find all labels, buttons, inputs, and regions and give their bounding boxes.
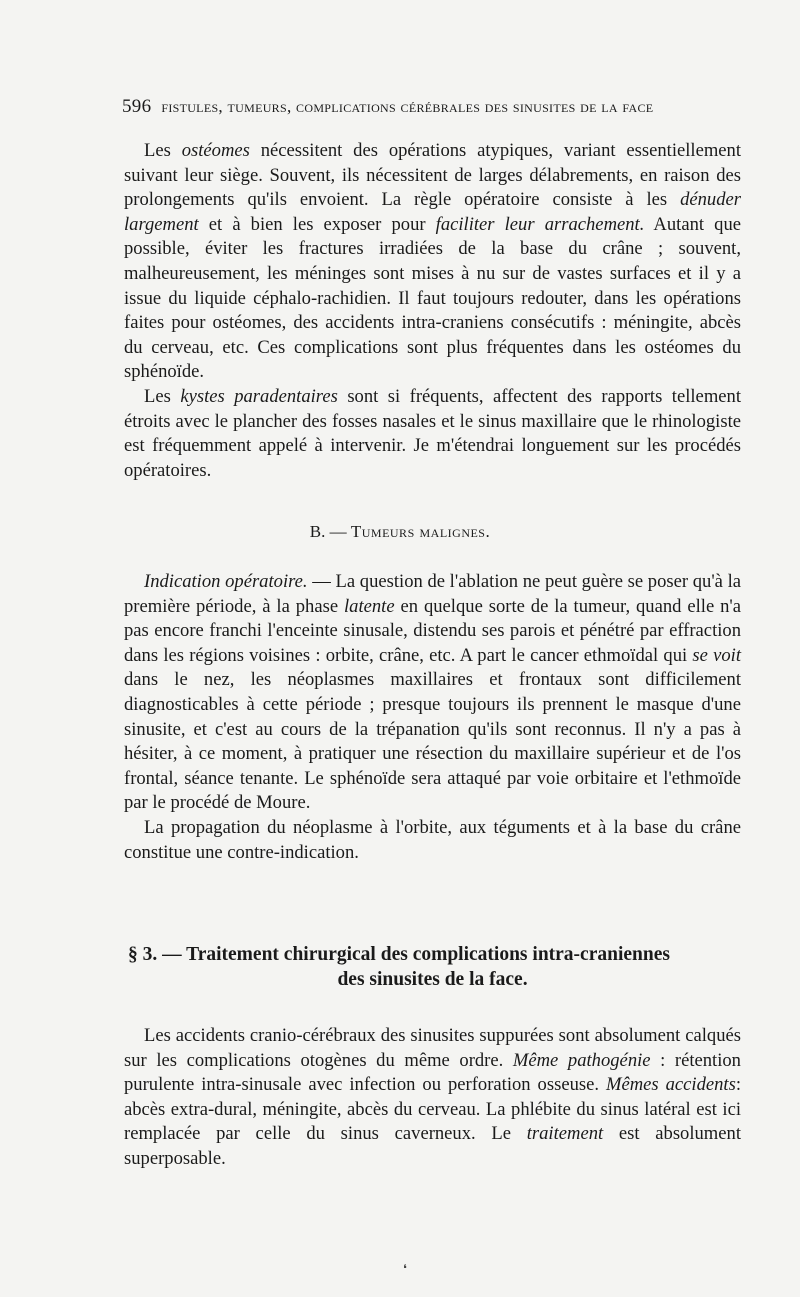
- body-block-3: [124, 1024, 741, 1172]
- ink-mark: ❛: [403, 1262, 407, 1276]
- paragraph-propagation: La propagation du néoplasme à l'orbite, aux téguments et à la base du crâne constitue une contre-indication.: [124, 816, 741, 863]
- paragraph-indication: Indication opératoire. — La question de l'ablation ne peut guère se poser qu'à la première période, à la phase latente en quelque sorte de la tumeur, quand elle n'a pas encore franchi l'enceinte sinusale, distendu ses parois et pénétré par effraction dans les régions voisines : orbite, crâne, etc. A part le cancer ethmoïdal qui se voit dans le nez, les néoplasmes maxillaires et frontaux sont difficilement diagnosticables à cette période ; presque toujours ils prennent le masque d'une sinusite, et c'est au cours de la trépanation qu'ils sont reconnus. Il n'y a pas à hésiter, à ce moment, à pratiquer une résection du maxillaire supérieur et de l'os frontal, séance tenante. Le sphénoïde sera attaqué par voie orbitaire et l'ethmoïde par le procédé de Moure.: [124, 571, 742, 814]
- section-heading-b: B. — Tumeurs malignes.: [309, 522, 491, 541]
- body-block-2: [124, 570, 741, 865]
- running-head: [122, 96, 742, 118]
- paragraph-accidents: Les accidents cranio-cérébraux des sinusites suppurées sont absolument calqués sur les complications otogènes du même ordre. Même pathogénie : rétention purulente intra-sinusale avec infection ou perforation osseuse. Mêmes accidents: abcès extra-dural, méningite, abcès du cerveau. La phlébite du sinus latéral est ici remplacée par celle du sinus caverneux. Le traitement est absolument superposable.: [124, 1025, 742, 1169]
- body-block-1: [124, 139, 741, 483]
- page-number: 596: [122, 96, 152, 117]
- section-heading-3: § 3. — Traitement chirurgical des complications intra-craniennes des sinusites de la face.: [128, 944, 670, 990]
- running-title: fistules, tumeurs, complications cérébrales des sinusites de la face: [161, 97, 654, 116]
- paragraph-osteomes: Les ostéomes nécessitent des opérations atypiques, variant essentiellement suivant leur siège. Souvent, ils nécessitent de larges délabrements, en raison des prolongements qu'ils envoient. La règle opératoire consiste à les dénuder largement et à bien les exposer pour faciliter leur arrachement. Autant que possible, éviter les fractures irradiées de la base du crâne ; souvent, malheureusement, les méninges sont mises à nu sur de vastes surfaces et il y a issue du liquide céphalo-rachidien. Il faut toujours redouter, dans les opérations faites pour ostéomes, des accidents intra-craniens consécutifs : méningite, abcès du cerveau, etc. Ces complications sont plus fréquentes dans les ostéomes du sphénoïde.: [124, 140, 742, 383]
- paragraph-kystes: Les kystes paradentaires sont si fréquents, affectent des rapports tellement étroits avec le plancher des fosses nasales et le sinus maxillaire que le rhinologiste est fréquemment appelé à intervenir. Je m'étendrai longuement sur les procédés opératoires.: [124, 385, 741, 481]
